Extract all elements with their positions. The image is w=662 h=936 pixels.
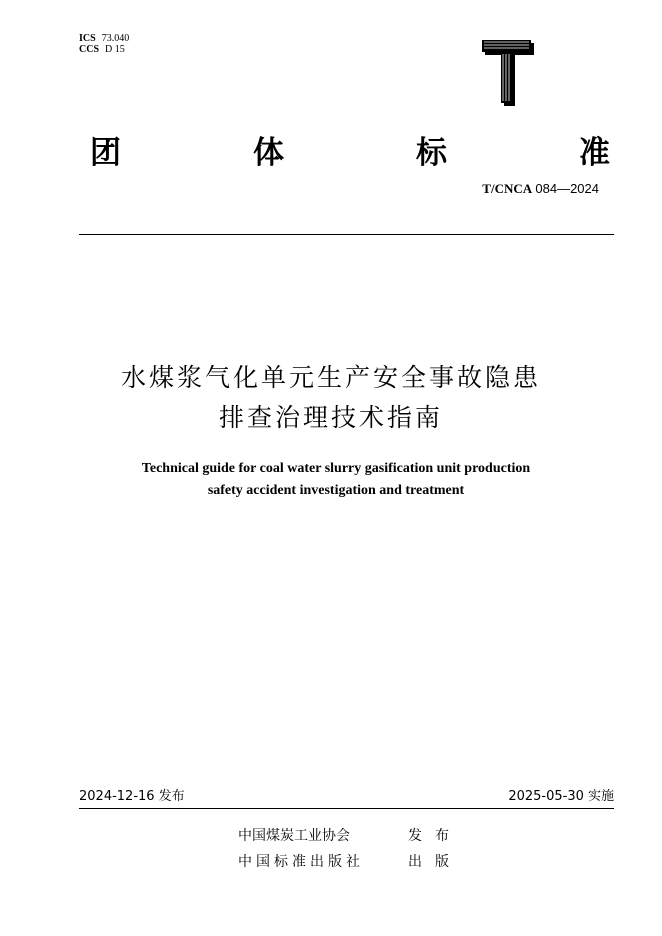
header-divider (79, 234, 614, 235)
standard-type-char: 团 (90, 135, 121, 171)
ics-label: ICS (79, 33, 96, 44)
standard-type-char: 准 (579, 135, 610, 171)
issue-date: 2024-12-16 发布 (79, 789, 185, 804)
standard-code-prefix: T/CNCA (482, 181, 533, 196)
publisher-row (238, 826, 462, 846)
ccs-label: CCS (79, 44, 100, 55)
implementation-date: 2025-05-30 实施 (508, 789, 614, 804)
english-title-line-2: safety accident investigation and treatment (207, 483, 465, 498)
ccs-code (79, 44, 125, 56)
ics-value: 73.040 (101, 33, 130, 44)
standard-type-char: 体 (253, 135, 284, 171)
standard-t-logo (482, 40, 534, 106)
publisher-name: 中国标准出版社 (238, 854, 364, 870)
ccs-value: D 15 (105, 44, 125, 55)
standard-type-heading (90, 133, 610, 173)
publisher-row (238, 852, 462, 872)
footer-divider (79, 808, 614, 809)
standard-code (482, 181, 599, 197)
publisher-role: 出版 (408, 854, 462, 870)
english-title-line-1: Technical guide for coal water slurry gasification unit production (141, 461, 531, 476)
publisher-name: 中国煤炭工业协会 (238, 828, 350, 844)
standard-code-number: 084—2024 (535, 181, 599, 196)
chinese-title-line-2: 排查治理技术指南 (218, 403, 443, 432)
standard-type-char: 标 (416, 135, 447, 171)
chinese-title-line-1: 水煤浆气化单元生产安全事故隐患 (120, 363, 541, 392)
publisher-role: 发布 (408, 828, 462, 844)
